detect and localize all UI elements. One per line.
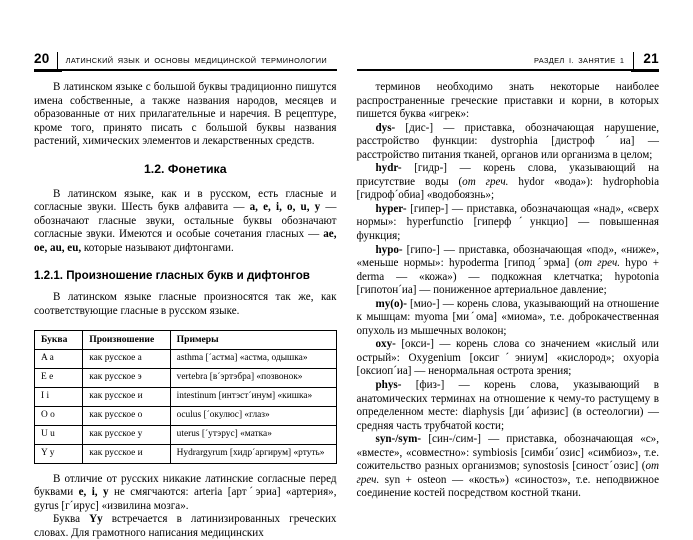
- cell-letter: I i: [35, 387, 83, 406]
- right-column-body: [357, 81, 660, 501]
- term-dys: dys-: [375, 121, 396, 134]
- vowel-letters: a, e, i, o, u, y: [249, 201, 321, 214]
- header-rule-left: [62, 69, 337, 70]
- cell-example: intestinum [интэстˊинум] «кишка»: [170, 387, 336, 406]
- paragraph-table-intro: В латинском языке гласные произносятся так же, как соответствующие гласные в русском языке.: [34, 291, 337, 318]
- paragraph-consonants-softening: [34, 473, 337, 514]
- definition-phys: [физ-] — корень слова, указывающий в анатомических терминах на отношение к чему-то растущему в определенном месте: diaphysis [диˊафизис] (в остеологии) — средняя часть трубчатой кости;: [356, 379, 659, 432]
- heading-phonetics: 1.2. Фонетика: [143, 161, 227, 176]
- term-oxy: oxy-: [375, 338, 396, 351]
- term-myo: my(o)-: [375, 297, 407, 310]
- cell-example: uterus [ˊутэрус] «матка»: [170, 425, 336, 444]
- table-row: [35, 368, 337, 387]
- glossary-entry-syn-sym: [357, 433, 660, 501]
- term-hypo: hypo-: [375, 243, 403, 256]
- folio-rule-right: [631, 69, 659, 72]
- cell-pronunciation: как русское э: [83, 368, 170, 387]
- glossary-entry-phys: [357, 379, 660, 433]
- softening-letters: e, i, y: [78, 486, 109, 499]
- vowels-intro-b: — обозначают гласные звуки, остальные буквы обозначают согласные звуки. Имеются и особые сочетания гласных —: [34, 201, 337, 241]
- table-row: [35, 406, 337, 425]
- page-number-right: 21: [643, 51, 659, 67]
- greek-prefix-glossary: [357, 122, 660, 501]
- source-note-hypo: от греч.: [578, 257, 621, 270]
- definition-hydr-a: [гидр-] — корень слова, указывающий на присутствие воды (: [356, 162, 659, 188]
- right-folio-box: [633, 52, 659, 69]
- vowels-intro-c: которые называют дифтонгами.: [81, 241, 234, 254]
- column-header-letter: Буква: [35, 330, 83, 349]
- definition-dys: [дис-] — приставка, обозначающая нарушение, расстройство функции: dystrophia [дистрофˊиа] — расстройство питания тканей, органов или организма в целом;: [356, 121, 659, 161]
- softening-text-a: В отличие от русских никакие латинские согласные перед буквами: [34, 472, 337, 499]
- cell-letter: Y y: [35, 444, 83, 463]
- term-syn-sym: syn-/sym-: [375, 433, 422, 446]
- cell-pronunciation: как русское о: [83, 406, 170, 425]
- running-title-right: РАЗДЕЛ I. ЗАНЯТИЕ 1: [533, 56, 625, 66]
- definition-syn-a: [син-/сим-] — приставка, обозначающая «с», «вместе», «совместно»: symbiosis [симбиˊозис] «симбиоз», т.е. сожительство разных организмов; synostosis [синостˊозис] (: [356, 433, 659, 473]
- cell-example: vertebra [вˊэртэбра] «позвонок»: [170, 368, 336, 387]
- table-header-row: [35, 330, 337, 349]
- running-title-left: ЛАТИНСКИЙ ЯЗЫК И ОСНОВЫ МЕДИЦИНСКОЙ ТЕРМИНОЛОГИИ: [65, 56, 328, 66]
- definition-hydr-b: hydor «вода»): hydrophobia [гидрофˊобиа] «водобоязнь»;: [356, 175, 659, 202]
- paragraph-letter-y: [34, 513, 337, 540]
- vowel-pronunciation-table: [34, 330, 337, 464]
- right-page: [347, 0, 693, 540]
- cell-letter: E e: [35, 368, 83, 387]
- letter-y-bold: Yy: [89, 513, 103, 526]
- heading-vowel-pronunciation: 1.2.1. Произношение гласных букв и дифтонгов: [34, 269, 310, 283]
- left-running-head: [34, 42, 337, 72]
- term-hydr: hydr-: [375, 162, 402, 175]
- right-running-head: [357, 42, 660, 72]
- term-phys: phys-: [375, 379, 402, 392]
- left-column-body: [34, 81, 337, 540]
- source-note-hydr: от греч.: [462, 175, 509, 188]
- page-number-left: 20: [34, 51, 50, 67]
- cell-pronunciation: как русское а: [83, 349, 170, 368]
- column-header-pronunciation: Произношение: [83, 330, 170, 349]
- paragraph-capitalization: В латинском языке с большой буквы традиционно пишутся имена собственные, а также названия народов, месяцев и образованные от них прилагательные и наречия. В рецептуре, кроме того, принято писать с большой буквы названия растений, химических элементов и лекарственных средств.: [34, 81, 337, 148]
- table-row: [35, 444, 337, 463]
- glossary-entry-oxy: [357, 338, 660, 379]
- glossary-entry-hypo: [357, 244, 660, 298]
- glossary-entry-hyper: [357, 203, 660, 244]
- diphthong-letters: ae, oe, au, eu,: [34, 228, 337, 254]
- letter-y-text-b: встречается в латинизированных греческих словах. Для грамотного написания медицинских: [34, 513, 337, 539]
- definition-myo: [мио-] — корень слова, указывающий на отношение к мышцам: myoma [миˊома] «миома», т.е. доброкачественная опухоль из мышечных волокон;: [356, 297, 659, 337]
- table-row: [35, 387, 337, 406]
- definition-syn-b: syn + osteon — «кость») «синостоз», т.е. неподвижное соединение костей посредством костной ткани.: [356, 473, 659, 500]
- term-hyper: hyper-: [375, 202, 407, 215]
- cell-example: asthma [ˊастма] «астма, одышка»: [170, 349, 336, 368]
- table-row: [35, 349, 337, 368]
- table-row: [35, 425, 337, 444]
- cell-example: oculus [ˊокулюс] «глаз»: [170, 406, 336, 425]
- paragraph-prefixes-intro: терминов необходимо знать некоторые наиболее распространенные греческие приставки и корни, в которых пишется буква «игрек»:: [356, 81, 659, 121]
- folio-rule-left: [34, 69, 62, 72]
- softening-text-b: не смягчаются: arteria [артˊэриа] «артерия», gyrus [гˊирус] «извилина мозга».: [34, 486, 337, 512]
- definition-hypo-a: [гипо-] — приставка, обозначающая «под», «ниже», «меньше нормы»: hypoderma [гиподˊэрма] (: [356, 243, 659, 270]
- letter-y-text-a: Буква: [53, 513, 90, 526]
- glossary-entry-hydr: [357, 162, 660, 203]
- source-note-syn: от греч.: [356, 460, 659, 486]
- glossary-entry-myo: [357, 298, 660, 339]
- header-rule-right: [357, 69, 632, 70]
- left-folio-box: [34, 52, 58, 69]
- definition-hyper: [гипер-] — приставка, обозначающая «над», «сверх нормы»: hyperfunctio [гиперфˊункцио] — повышенная функция;: [356, 202, 659, 243]
- cell-letter: A a: [35, 349, 83, 368]
- definition-oxy: [окси-] — корень слова со значением «кислый или острый»: Oxygenium [оксигˊэниум] «кислород»; oxyopia [оксиопˊиа] — ненормальная острота зрения;: [356, 338, 659, 378]
- cell-pronunciation: как русское у: [83, 425, 170, 444]
- column-header-examples: Примеры: [170, 330, 336, 349]
- paragraph-vowels-intro: [34, 188, 337, 256]
- cell-pronunciation: как русское и: [83, 387, 170, 406]
- glossary-entry-dys: [357, 122, 660, 163]
- cell-letter: O o: [35, 406, 83, 425]
- cell-letter: U u: [35, 425, 83, 444]
- cell-pronunciation: как русское и: [83, 444, 170, 463]
- cell-example: Hydrargyrum [хидрˊаргирум] «ртуть»: [170, 444, 336, 463]
- definition-hypo-b: hypo + derma — «кожа») — подкожная клетчатка; hypotonia [гипотонˊиа] — пониженное артериальное давление;: [356, 257, 659, 297]
- vowels-intro-a: В латинском языке, как и в русском, есть гласные и согласные звуки. Шесть букв алфавита —: [34, 187, 337, 214]
